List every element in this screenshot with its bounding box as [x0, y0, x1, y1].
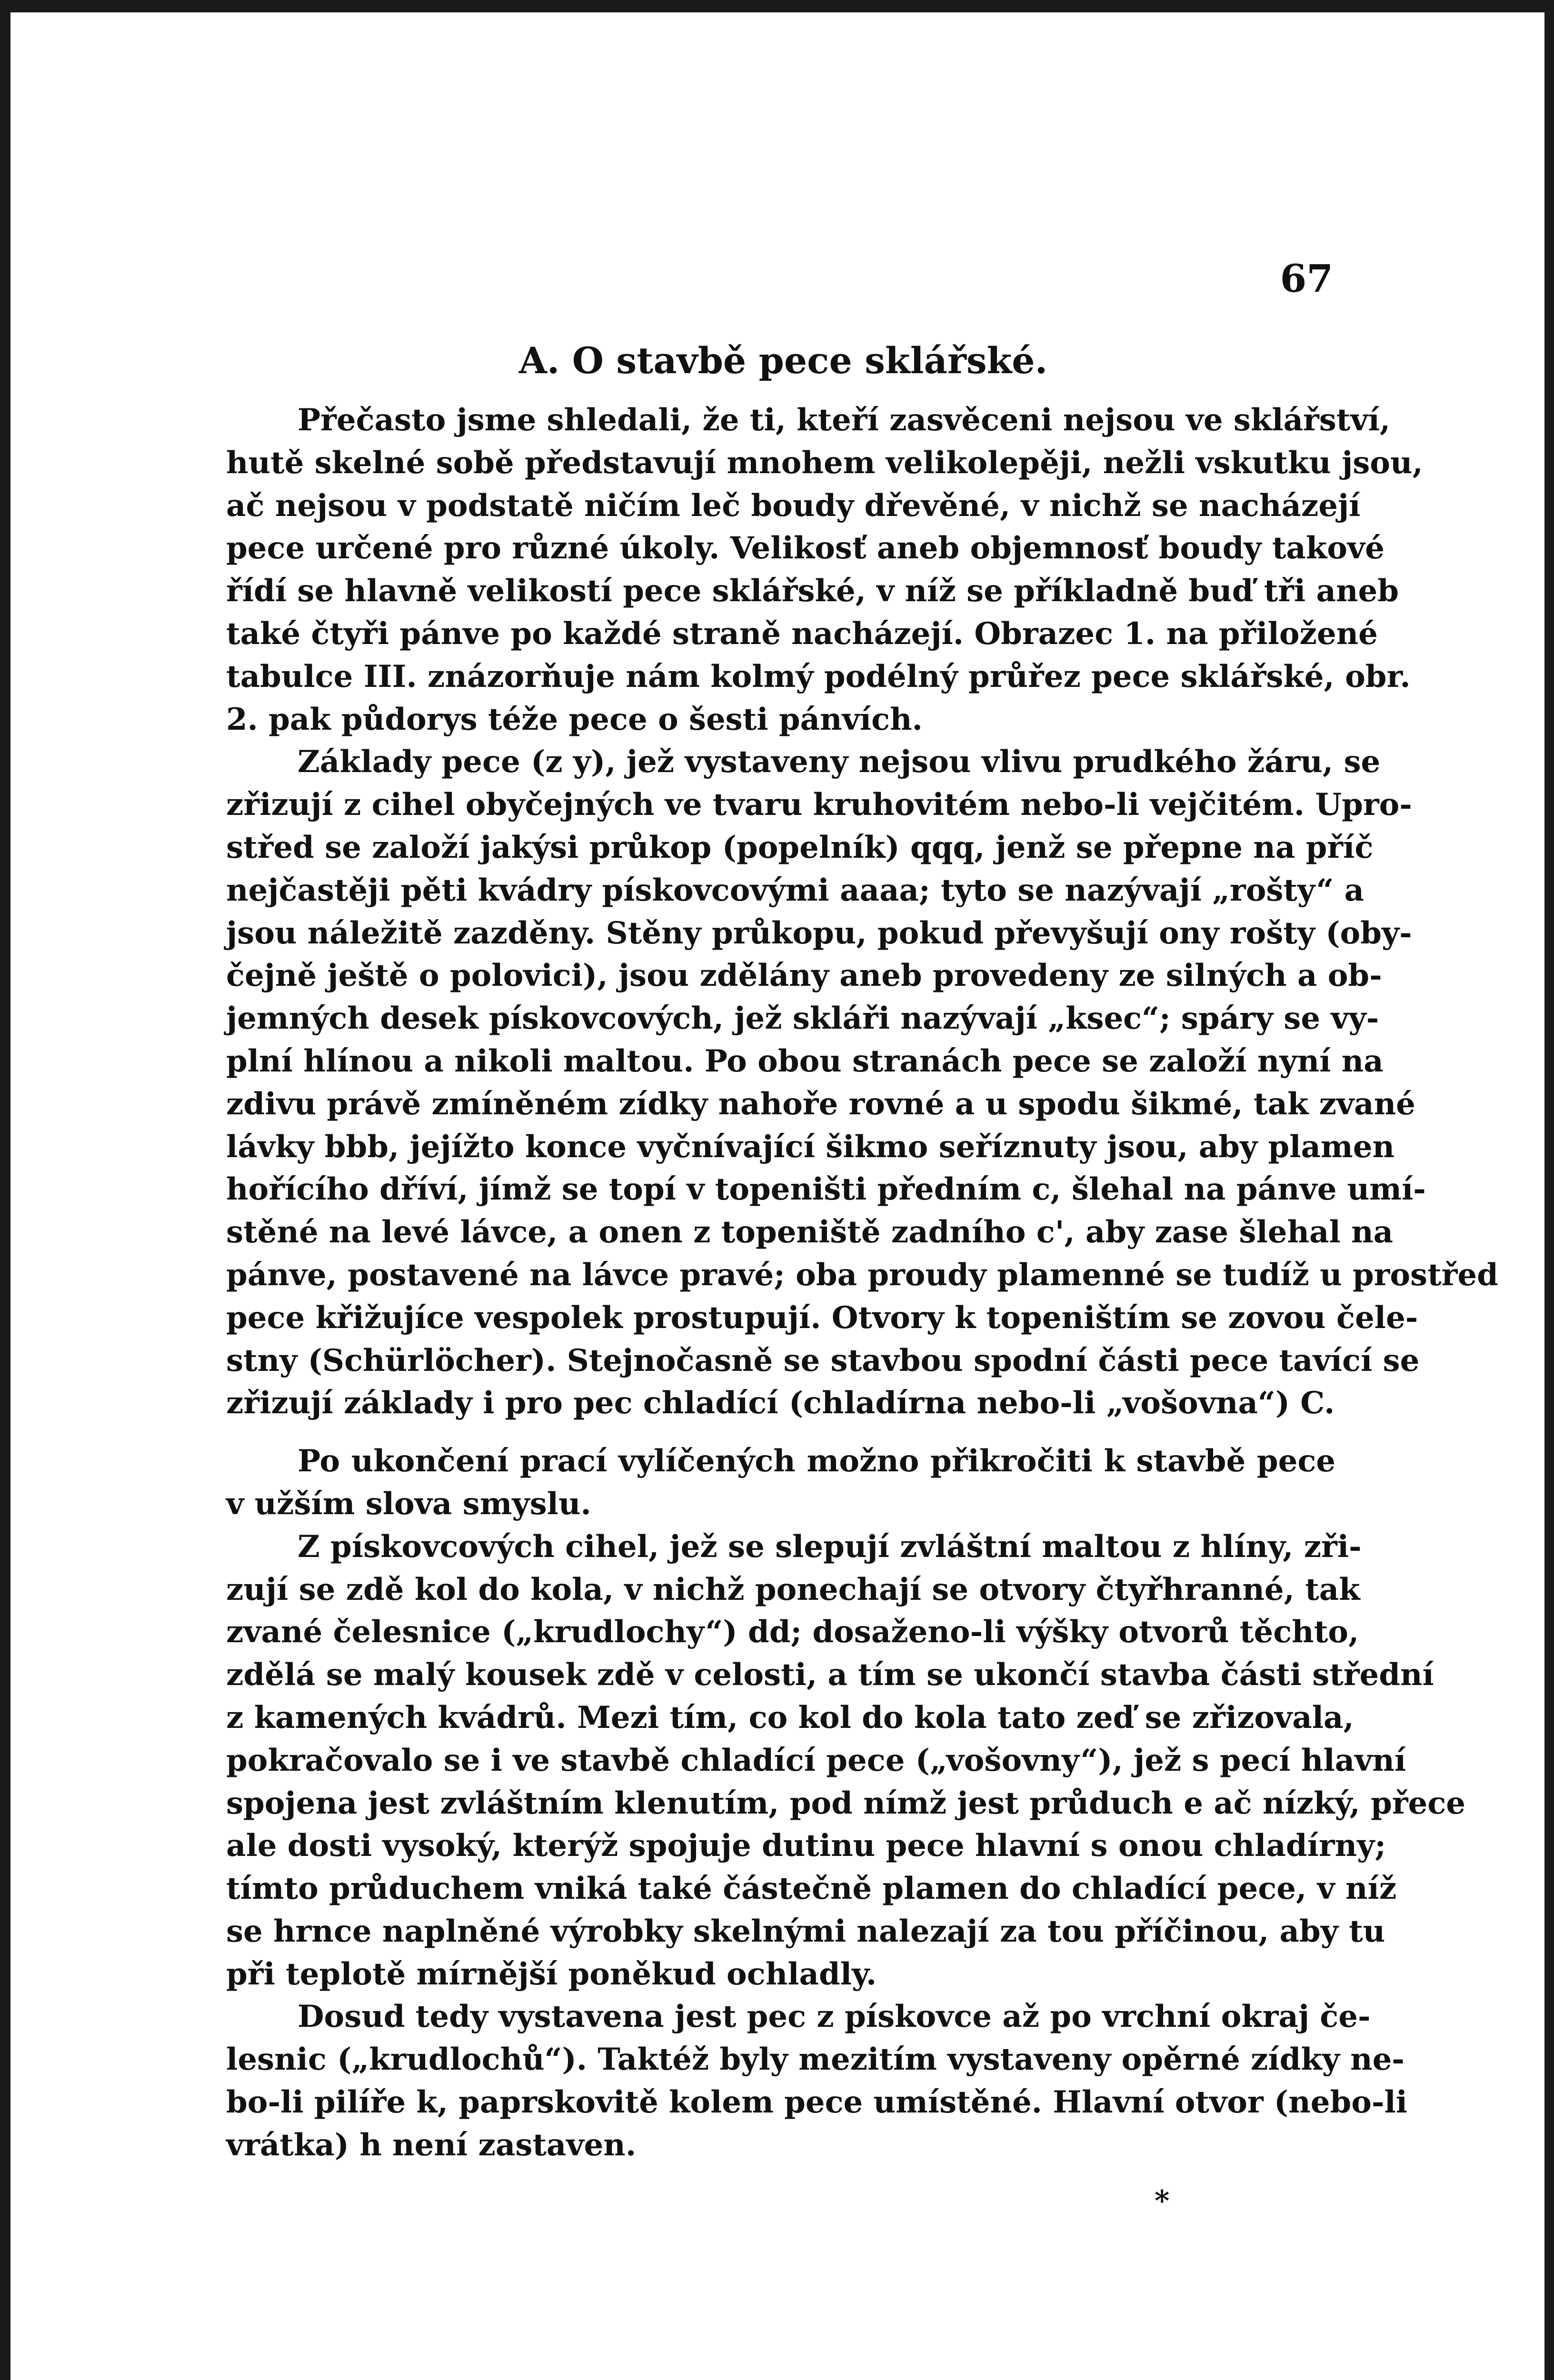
text-line: stny (Schürlöcher). Stejnočasně se stavbou spodní části pece tavící se: [226, 1342, 1420, 1378]
text-line: při teplotě mírnější poněkud ochladly.: [226, 1956, 877, 1992]
text-line: se hrnce naplněné výrobky skelnými nalezají za tou příčinou, aby tu: [226, 1913, 1385, 1949]
text-line: v užším slova smyslu.: [226, 1486, 591, 1522]
scan-edge-top: [0, 0, 1554, 12]
text-line: zují se zdě kol do kola, v nichž ponechají se otvory čtyřhranné, tak: [226, 1571, 1360, 1607]
text-line: jsou náležitě zazděny. Stěny průkopu, pokud převyšují ony rošty (oby-: [226, 915, 1412, 951]
text-line: zdivu právě zmíněném zídky nahoře rovné a u spodu šikmé, tak zvané: [226, 1086, 1415, 1122]
text-line: zřizují základy i pro pec chladící (chladírna nebo-li „vošovna“) C.: [226, 1385, 1335, 1421]
text-line: stěné na levé lávce, a onen z topeniště zadního c', aby zase šlehal na: [226, 1214, 1394, 1250]
scan-edge-right: [1544, 0, 1554, 2380]
text-line: střed se založí jakýsi průkop (popelník) qqq, jenž se přepne na příč: [226, 829, 1374, 865]
text-line: Z pískovcových cihel, jež se slepují zvláštní maltou z hlíny, zři-: [298, 1528, 1362, 1565]
text-line: Po ukončení prací vylíčených možno přikročiti k stavbě pece: [298, 1443, 1335, 1479]
body-text: [226, 399, 1498, 2167]
scan-edge-left: [0, 0, 10, 2380]
text-line: pánve, postavené na lávce pravé; oba proudy plamenné se tudíž u prostřed: [226, 1257, 1498, 1293]
text-line: hutě skelné sobě představují mnohem velikolepěji, nežli vskutku jsou,: [226, 445, 1423, 481]
text-line: Základy pece (z y), jež vystaveny nejsou vlivu prudkého žáru, se: [298, 744, 1381, 780]
text-line: jemných desek pískovcových, jež skláři nazývají „ksec“; spáry se vy-: [226, 1001, 1379, 1037]
text-line: čejně ještě o polovici), jsou zdělány aneb provedeny ze silných a ob-: [226, 958, 1382, 994]
text-line: řídí se hlavně velikostí pece sklářské, v níž se příkladně buď tři aneb: [226, 573, 1399, 609]
text-line: hořícího dříví, jímž se topí v topeništi předním c, šlehal na pánve umí-: [226, 1171, 1426, 1208]
footnote-mark: *: [1155, 2184, 1170, 2218]
text-line: pece určené pro různé úkoly. Velikosť aneb objemnosť boudy takové: [226, 530, 1385, 566]
text-line: zřizují z cihel obyčejných ve tvaru kruhovitém nebo-li vejčitém. Upro-: [226, 787, 1412, 823]
text-line: pece křižujíce vespolek prostupují. Otvory k topeništím se zovou čele-: [226, 1299, 1418, 1336]
text-line: 2. pak půdorys téže pece o šesti pánvích.: [226, 701, 923, 737]
page-number: 67: [1280, 256, 1333, 301]
text-line: pokračovalo se i ve stavbě chladící pece („vošovny“), jež s pecí hlavní: [226, 1742, 1406, 1778]
text-line: vrátka) h není zastaven.: [226, 2127, 637, 2163]
section-heading: A. O stavbě pece sklářské.: [518, 339, 1048, 382]
text-line: tabulce III. znázorňuje nám kolmý podélný průřez pece sklářské, obr.: [226, 658, 1411, 694]
text-line: také čtyři pánve po každé straně nacházejí. Obrazec 1. na přiložené: [226, 615, 1378, 652]
text-line: spojena jest zvláštním klenutím, pod nímž jest průduch e ač nízký, přece: [226, 1785, 1465, 1821]
text-line: ač nejsou v podstatě ničím leč boudy dřevěné, v nichž se nacházejí: [226, 487, 1361, 524]
text-line: zdělá se malý kousek zdě v celosti, a tím se ukončí stavba části střední: [226, 1657, 1434, 1693]
text-line: plní hlínou a nikoli maltou. Po obou stranách pece se založí nyní na: [226, 1043, 1384, 1079]
text-line: tímto průduchem vniká také částečně plamen do chladící pece, v níž: [226, 1871, 1397, 1907]
text-line: Dosud tedy vystavena jest pec z pískovce až po vrchní okraj če-: [298, 1999, 1371, 2035]
text-line: z kamených kvádrů. Mezi tím, co kol do kola tato zeď se zřizovala,: [226, 1699, 1354, 1735]
text-line: Přečasto jsme shledali, že ti, kteří zasvěceni nejsou ve sklářství,: [298, 402, 1391, 438]
text-line: zvané čelesnice („krudlochy“) dd; dosaženo-li výšky otvorů těchto,: [226, 1614, 1359, 1650]
text-line: lesnic („krudlochů“). Taktéž byly mezitím vystaveny opěrné zídky ne-: [226, 2042, 1405, 2078]
text-line: ale dosti vysoký, kterýž spojuje dutinu pece hlavní s onou chladírny;: [226, 1828, 1386, 1864]
text-line: nejčastěji pěti kvádry pískovcovými aaaa; tyto se nazývají „rošty“ a: [226, 872, 1365, 908]
text-line: bo-li pilíře k, paprskovitě kolem pece umístěné. Hlavní otvor (nebo-li: [226, 2084, 1408, 2121]
text-line: lávky bbb, jejížto konce vyčnívající šikmo seříznuty jsou, aby plamen: [226, 1129, 1395, 1165]
